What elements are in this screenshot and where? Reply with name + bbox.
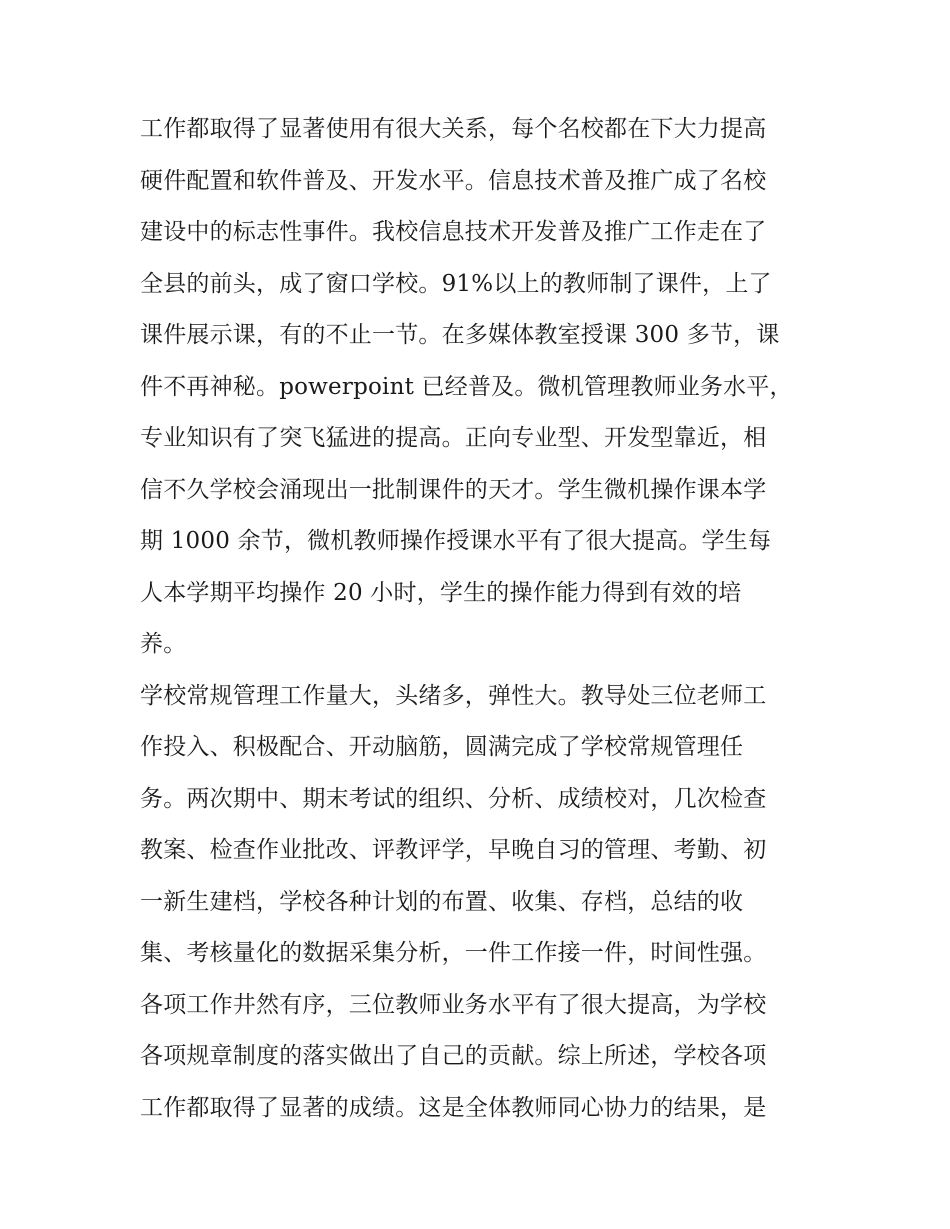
text-line: 学校常规管理工作量大，头绪多，弹性大。教导处三位老师工 (140, 682, 767, 709)
text-line: 养。 (140, 631, 187, 657)
text-line: 专业知识有了突飞猛进的提高。正向专业型、开发型靠近，相 (140, 425, 767, 451)
text-line: 教案、检查作业批改、评教评学，早晚自习的管理、考勤、初 (140, 837, 767, 863)
text-line: 件不再神秘。powerpoint 已经普及。微机管理教师业务水平， (140, 373, 793, 400)
text-line: 工作都取得了显著的成绩。这是全体教师同心协力的结果，是 (140, 1094, 767, 1121)
text-line: 全县的前头，成了窗口学校。91%以上的教师制了课件，上了 (140, 270, 772, 297)
text-line: 集、考核量化的数据采集分析，一件工作接一件，时间性强。 (140, 940, 767, 966)
text-line: 期 1000 余节，微机教师操作授课水平有了很大提高。学生每 (140, 528, 772, 554)
text-line: 各项工作井然有序，三位教师业务水平有了很大提高，为学校 (140, 991, 767, 1018)
body-text (140, 104, 820, 1134)
text-line: 硬件配置和软件普及、开发水平。信息技术普及推广成了名校 (140, 167, 767, 194)
text-line: 信不久学校会涌现出一批制课件的天才。学生微机操作课本学 (140, 476, 767, 503)
text-line: 一新生建档，学校各种计划的布置、收集、存档，总结的收 (140, 888, 744, 915)
text-line: 课件展示课，有的不止一节。在多媒体教室授课 300 多节，课 (140, 322, 780, 348)
text-line: 各项规章制度的落实做出了自己的贡献。综上所述，学校各项 (140, 1043, 767, 1069)
text-line: 工作都取得了显著使用有很大关系，每个名校都在下大力提高 (140, 116, 767, 142)
text-line: 建设中的标志性事件。我校信息技术开发普及推广工作走在了 (140, 219, 767, 245)
text-line: 作投入、积极配合、开动脑筋，圆满完成了学校常规管理任 (140, 734, 744, 760)
text-line: 人本学期平均操作 20 小时，学生的操作能力得到有效的培 (140, 579, 742, 606)
text-line: 务。两次期中、期末考试的组织、分析、成绩校对，几次检查 (140, 785, 767, 812)
